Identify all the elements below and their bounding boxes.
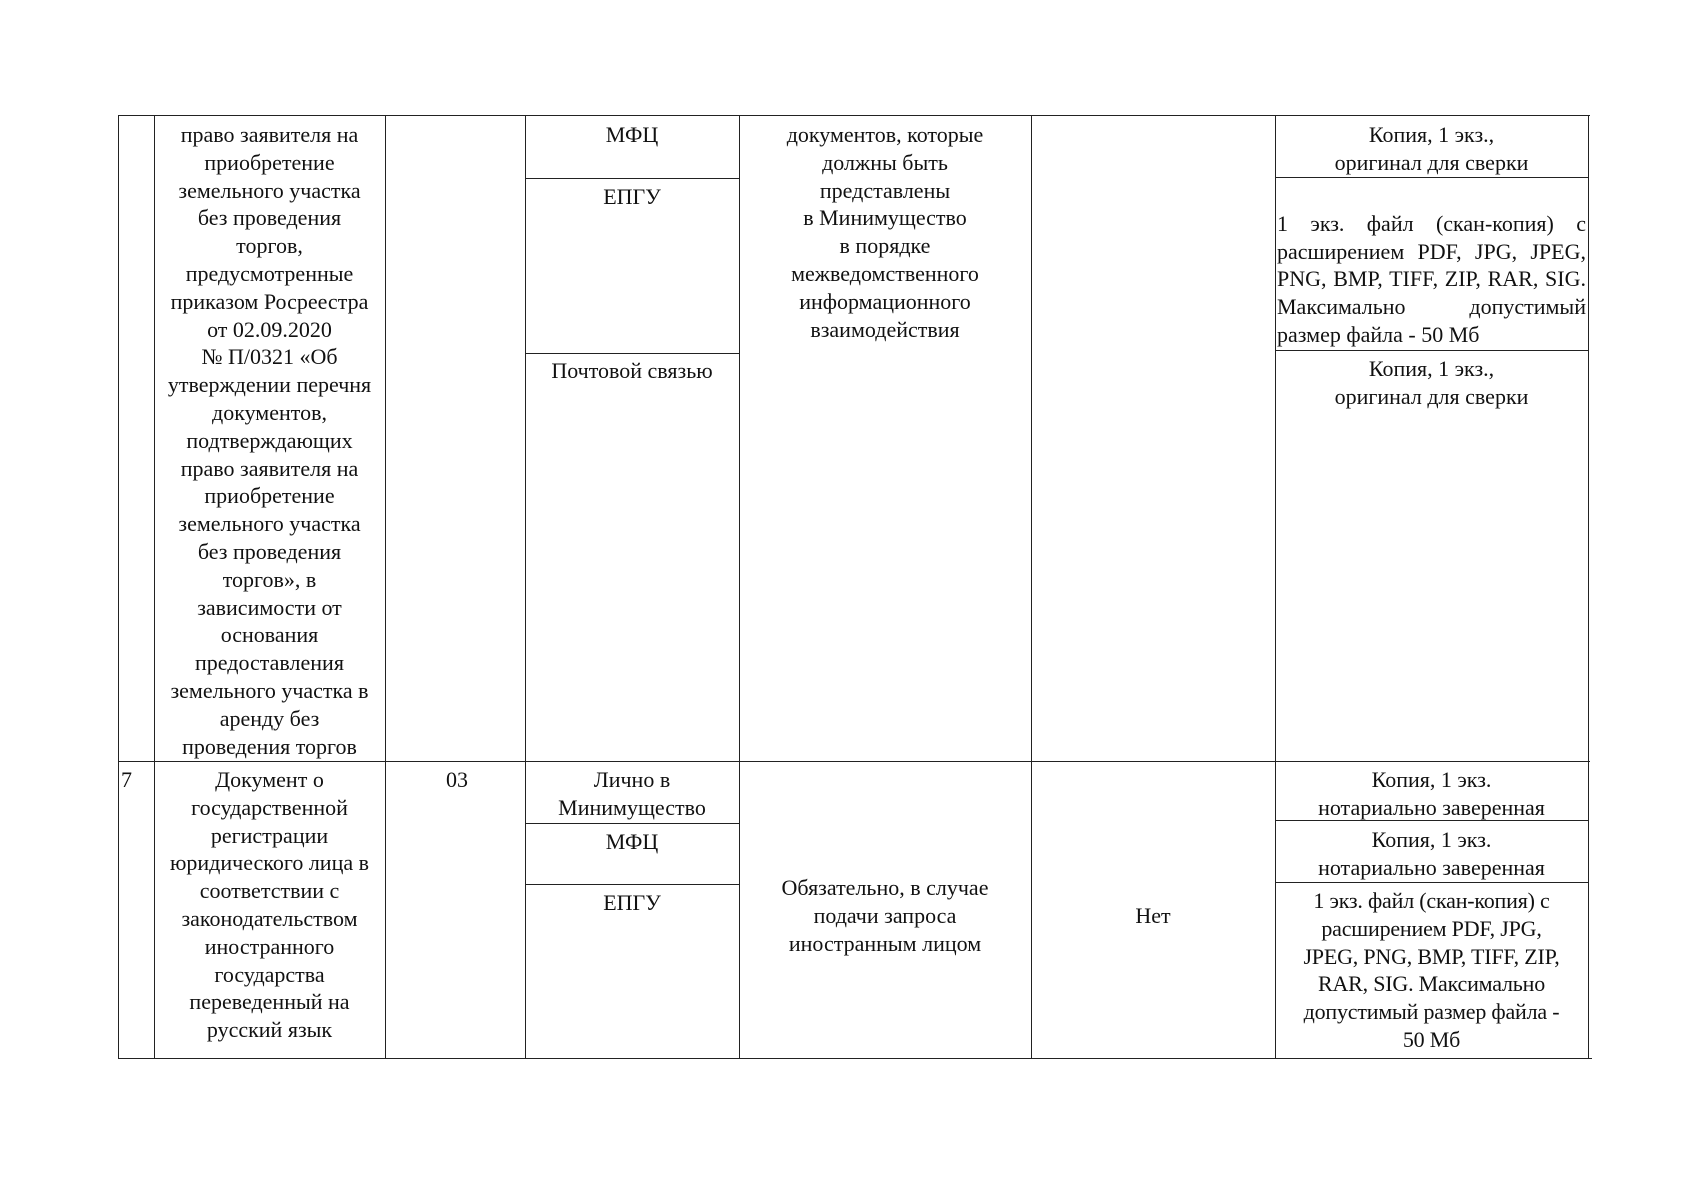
interagency-flag: Нет — [1135, 903, 1171, 928]
table-border-top — [118, 115, 1590, 116]
channel-in-person: Лично в Минимущество — [558, 767, 706, 820]
channel7-sep-2 — [525, 884, 739, 885]
document-code: 03 — [446, 767, 468, 792]
channel7-sep-1 — [525, 823, 739, 824]
channel-mfc: МФЦ — [605, 122, 659, 147]
form-sep-1 — [1275, 177, 1588, 178]
col-line-7 — [1588, 115, 1589, 1058]
document-name: Документ о государственной регистрации юридического лица в соответствии с законодательством иностранного государства переведенный на русский язык — [169, 767, 370, 1043]
form-copy-original: Копия, 1 экз., оригинал для сверки — [1334, 122, 1529, 175]
col-line-2 — [385, 115, 386, 1058]
form7-notarized-1: Копия, 1 экз. нотариально заверенная — [1318, 767, 1545, 820]
form-copy-original-post: Копия, 1 экз., оригинал для сверки — [1334, 356, 1529, 409]
col-line-0 — [118, 115, 119, 1058]
table-border-bottom — [118, 1058, 1592, 1059]
form7-sep-2 — [1275, 882, 1588, 883]
row-separator — [118, 761, 1590, 762]
channel-mfc-7: МФЦ — [605, 829, 659, 854]
form7-electronic-file: 1 экз. файл (скан-копия) с расширением PDF, JPG, JPEG, PNG, BMP, TIFF, ZIP, RAR, SIG. Максимально допустимый размер файла - 50 Мб — [1303, 888, 1560, 1052]
channel-epgu: ЕПГУ — [603, 184, 661, 209]
form-electronic-file — [1277, 182, 1586, 377]
continued-document-description: право заявителя на приобретение земельного участка без проведения торгов, предусмотренные приказом Росреестра от 02.09.2020 № П/0321 «Об утверждении перечня документов, подтверждающих право заявителя на приобретение земельного участка без проведения торгов», в зависимости от основания предоставления земельного участка в аренду без проведения торгов — [167, 122, 372, 759]
channel-post: Почтовой связью — [551, 358, 713, 383]
form7-notarized-2: Копия, 1 экз. нотариально заверенная — [1318, 827, 1545, 880]
continued-requirement: документов, которые должны быть представлены в Минимущество в порядке межведомственного информационного взаимодействия — [786, 122, 984, 342]
channel-sep-2 — [525, 353, 739, 354]
channel-epgu-7: ЕПГУ — [603, 890, 661, 915]
channel-sep-1 — [525, 178, 739, 179]
form-electronic-file-text: 1 экз. файл (скан-копия) с расширением PDF, JPG, JPEG, PNG, BMP, TIFF, ZIP, RAR, SIG. Максимально допустимый размер файла - 50 Мб — [1277, 210, 1586, 347]
requirement-condition: Обязательно, в случае подачи запроса иностранным лицом — [781, 875, 989, 956]
row-number: 7 — [121, 767, 132, 792]
